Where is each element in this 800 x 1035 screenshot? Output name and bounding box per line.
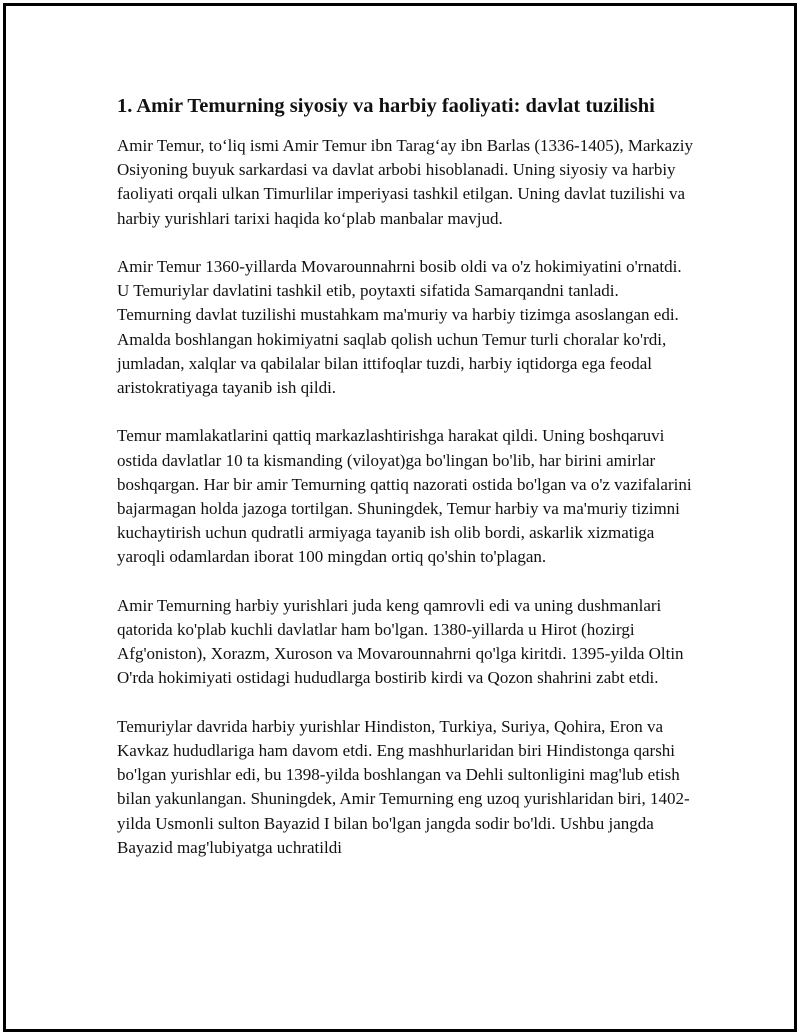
paragraph-military-campaigns: Amir Temurning harbiy yurishlari juda keng qamrovli edi va uning dushmanlari qatorida ko'plab kuchli davlatlar ham bo'lgan. 1380-yillarda u Hirot (hozirgi Afg'oniston), Xorazm, Xuroson va Movarounnahrni qo'lga kiritdi. 1395-yilda Oltin O'rda hokimiyati ostidagi hududlarga bostirib kirdi va Qozon shahrini zabt etdi. bbox=[117, 595, 684, 688]
paragraph-state-founding: Amir Temur 1360-yillarda Movarounnahrni bosib oldi va o'z hokimiyatini o'rnatdi. U Temuriylar davlatini tashkil etib, poytaxti sifatida Samarqandni tanladi. Temurning davlat tuzilishi mustahkam ma'muriy va harbiy tizimga asoslangan edi. Amalda boshlangan hokimiyatni saqlab qolish uchun Temur turli choralar ko'rdi, jumladan, xalqlar va qabilalar bilan ittifoqlar tuzdi, harbiy iqtidorga ega feodal aristokratiyaga tayanib ish qildi. bbox=[117, 257, 682, 398]
paragraph-intro: Amir Temur, to‘liq ismi Amir Temur ibn Tarag‘ay ibn Barlas (1336-1405), Markaziy Osiyoning buyuk sarkardasi va davlat arbobi hisoblanadi. Uning siyosiy va harbiy faoliyati orqali ulkan Timurlilar imperiyasi tashkil etilgan. Uning davlat tuzilishi va harbiy yurishlari tarixi haqida ko‘plab manbalar mavjud. bbox=[117, 136, 693, 228]
section-heading: 1. Amir Temurning siyosiy va harbiy faoliyati: davlat tuzilishi bbox=[117, 95, 655, 117]
paragraph-later-campaigns: Temuriylar davrida harbiy yurishlar Hindiston, Turkiya, Suriya, Qohira, Eron va Kavkaz hududlariga ham davom etdi. Eng mashhurlaridan biri Hindistonga qarshi bo'lgan yurishlar edi, bu 1398-yilda boshlangan va Dehli sultonligini mag'lub etish bilan yakunlangan. Shuningdek, Amir Temurning eng uzoq yurishlaridan biri, 1402-yilda Usmonli sulton Bayazid I bilan bo'lgan jangda sodir bo'ldi. Ushbu jangda Bayazid mag'lubiyatga uchratildi bbox=[117, 716, 690, 857]
document-body bbox=[117, 94, 697, 884]
paragraph-centralization: Temur mamlakatlarini qattiq markazlashtirishga harakat qildi. Uning boshqaruvi ostida davlatlar 10 ta kismanding (viloyat)ga bo'lingan bo'lib, har birini amirlar boshqargan. Har bir amir Temurning qattiq nazorati ostida bo'lgan va o'z vazifalarini bajarmagan holda jazoga tortilgan. Shuningdek, Temur harbiy va ma'muriy tizimni kuchaytirish uchun qudratli armiyaga tayanib ish olib bordi, askarlik xizmatiga yaroqli odamlardan iborat 100 mingdan ortiq qo'shin to'plagan. bbox=[117, 426, 692, 567]
